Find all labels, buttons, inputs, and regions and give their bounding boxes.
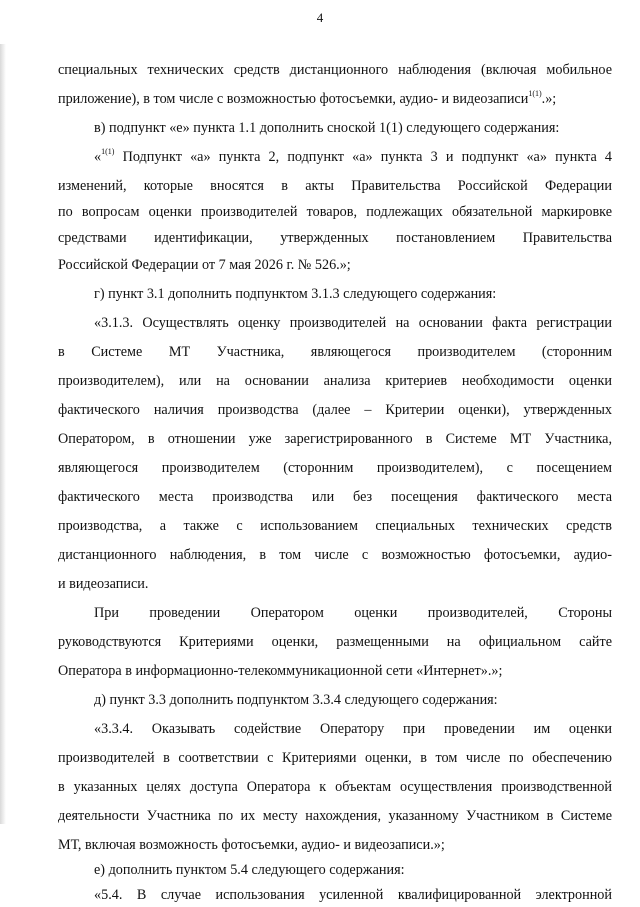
line-text: в) подпункт «е» пункта 1.1 дополнить сноской 1(1) следующего содержания: (94, 120, 560, 136)
text-line (58, 572, 612, 596)
text-line (94, 116, 612, 140)
text-line (58, 87, 612, 111)
text-line (58, 200, 612, 224)
line-lead: « (94, 149, 102, 165)
line-text: «3.3.4. Оказывать содействие Оператору при проведении им оценки (94, 721, 612, 737)
text-line (94, 601, 612, 625)
line-text: руководствуются Критериями оценки, размещенными на официальном сайте (58, 634, 612, 650)
line-text: дистанционного наблюдения, в том числе с возможностью фотосъемки, аудио- (58, 547, 612, 563)
text-line (58, 804, 612, 828)
scan-edge-shadow (0, 44, 6, 824)
text-line (58, 485, 612, 509)
text-line (58, 775, 612, 799)
text-line (94, 717, 612, 741)
text-line (94, 688, 612, 712)
text-line (58, 427, 612, 451)
text-line (58, 253, 612, 277)
line-text: е) дополнить пунктом 5.4 следующего содержания: (94, 862, 405, 878)
text-line (94, 282, 612, 306)
text-line (58, 58, 612, 82)
text-line (58, 369, 612, 393)
line-text: Подпункт «а» пункта 2, подпункт «а» пункта 3 и подпункт «а» пункта 4 (114, 149, 612, 165)
line-text: производителем), или на основании анализа критериев необходимости оценки (58, 373, 612, 389)
page-number: 4 (316, 10, 324, 25)
text-line (94, 883, 612, 907)
line-text: фактического места производства или без посещения фактического места (58, 489, 612, 505)
line-text: производителей в соответствии с Критериями оценки, в том числе по обеспечению (58, 750, 612, 766)
text-line (58, 174, 612, 198)
line-text: Оператором, в отношении уже зарегистрированного в Системе МТ Участника, (58, 431, 612, 447)
text-line (58, 746, 612, 770)
line-text: в Системе МТ Участника, являющегося производителем (сторонним (58, 344, 612, 360)
line-text: являющегося производителем (сторонним производителем), с посещением (58, 460, 612, 476)
text-line (58, 833, 612, 857)
line-text: д) пункт 3.3 дополнить подпунктом 3.3.4 следующего содержания: (94, 692, 498, 708)
line-text: изменений, которые вносятся в акты Правительства Российской Федерации (58, 178, 612, 194)
text-line (58, 659, 612, 683)
line-text: специальных технических средств дистанционного наблюдения (включая мобильное (58, 62, 612, 78)
text-line (94, 311, 612, 335)
line-text: При проведении Оператором оценки производителей, Стороны (94, 605, 612, 621)
line-text: по вопросам оценки производителей товаров, подлежащих обязательной маркировке (58, 204, 612, 220)
line-text: в указанных целях доступа Оператора к объектам осуществления производственной (58, 779, 612, 795)
text-line (58, 398, 612, 422)
text-line (58, 340, 612, 364)
text-line (58, 543, 612, 567)
line-text: фактического наличия производства (далее – Критерии оценки), утвержденных (58, 402, 612, 418)
line-text: «3.1.3. Осуществлять оценку производителей на основании факта регистрации (94, 315, 612, 331)
text-line (58, 226, 612, 250)
line-text: Оператора в информационно-телекоммуникационной сети «Интернет».»; (58, 663, 503, 679)
text-line (58, 456, 612, 480)
line-text: средствами идентификации, утвержденных постановлением Правительства (58, 230, 612, 246)
line-text: Российской Федерации от 7 мая 2026 г. № 526.»; (58, 257, 351, 273)
line-text: г) пункт 3.1 дополнить подпунктом 3.1.3 следующего содержания: (94, 286, 497, 302)
text-line (58, 630, 612, 654)
text-line (94, 858, 612, 882)
text-line (94, 145, 612, 169)
footnote-marker: 1(1) (528, 89, 542, 99)
line-text: «5.4. В случае использования усиленной квалифицированной электронной (94, 887, 612, 903)
line-text: МТ, включая возможность фотосъемки, аудио- и видеозаписи.»; (58, 837, 445, 853)
line-text: деятельности Участника по их месту нахождения, указанному Участником в Системе (58, 808, 612, 824)
line-tail: .»; (541, 91, 557, 107)
line-text: приложение), в том числе с возможностью фотосъемки, аудио- и видеозаписи (58, 91, 529, 107)
footnote-marker: 1(1) (101, 147, 115, 157)
line-text: и видеозаписи. (58, 576, 149, 592)
text-line (58, 514, 612, 538)
line-text: производства, а также с использованием специальных технических средств (58, 518, 612, 534)
